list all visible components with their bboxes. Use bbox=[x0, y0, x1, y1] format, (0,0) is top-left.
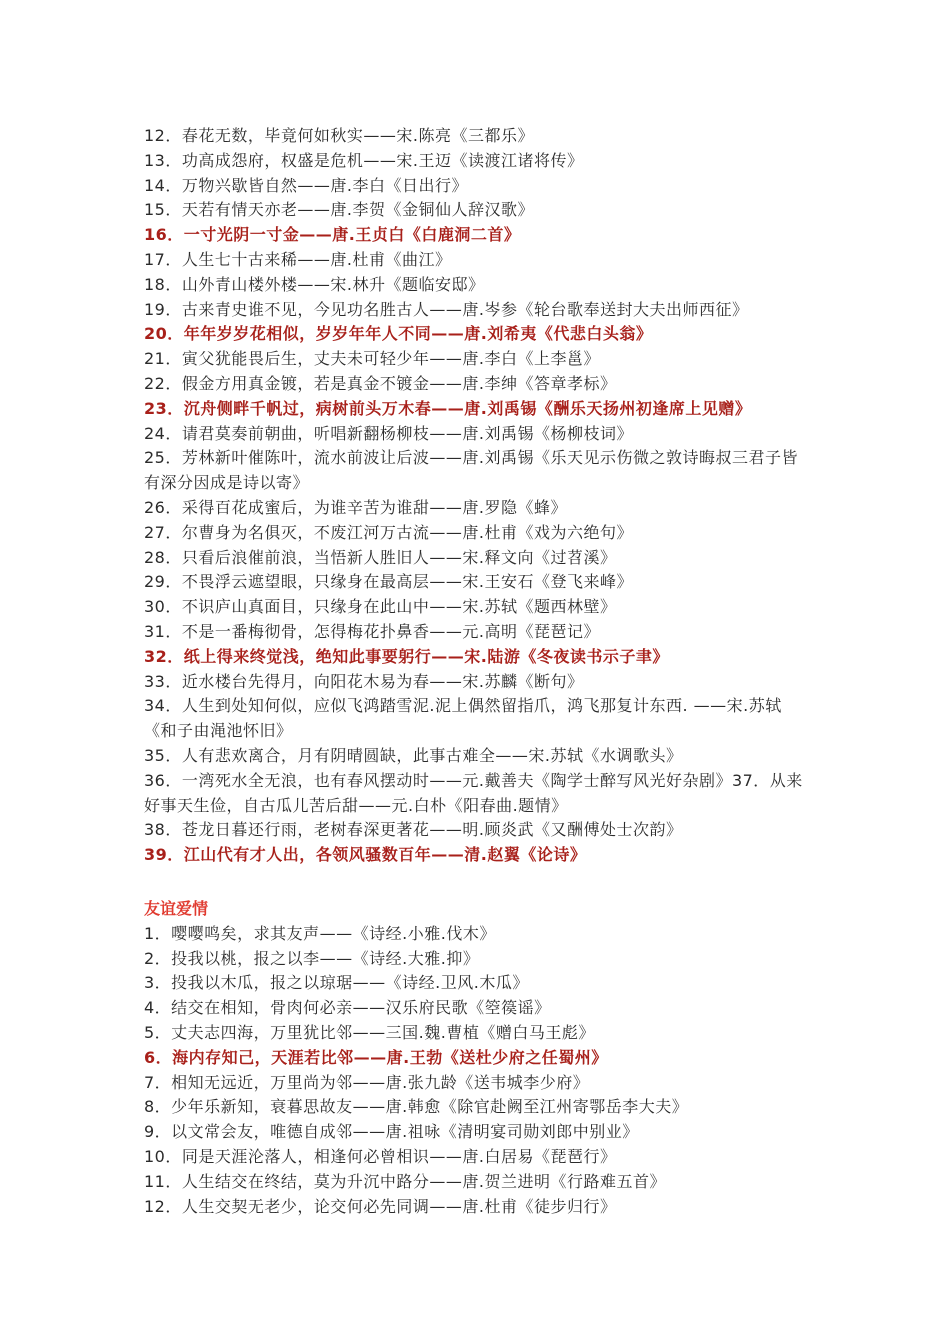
quote-line: 21．寅父犹能畏后生，丈夫未可轻少年——唐.李白《上李邕》 bbox=[144, 349, 600, 369]
quote-line: 30．不识庐山真面目，只缘身在此山中——宋.苏轼《题西林壁》 bbox=[144, 597, 617, 617]
quote-line: 5．丈夫志四海，万里犹比邻——三国.魏.曹植《赠白马王彪》 bbox=[144, 1022, 595, 1042]
quote-line: 29．不畏浮云遮望眼，只缘身在最高层——宋.王安石《登飞来峰》 bbox=[144, 572, 633, 592]
quote-line: 27．尔曹身为名俱灭，不废江河万古流——唐.杜甫《戏为六绝句》 bbox=[144, 522, 633, 542]
quote-line: 1．嘤嘤鸣矣，求其友声——《诗经.小雅.伐木》 bbox=[144, 923, 496, 943]
quote-line: 35．人有悲欢离合，月有阴晴圆缺，此事古难全——宋.苏轼《水调歌头》 bbox=[144, 745, 683, 765]
quote-line: 23．沉舟侧畔千帆过，病树前头万木春——唐.刘禹锡《酬乐天扬州初逢席上见赠》 bbox=[144, 398, 752, 418]
quote-line: 39．江山代有才人出，各领风骚数百年——清.赵翼《论诗》 bbox=[144, 845, 587, 865]
quote-line: 33．近水楼台先得月，向阳花木易为春——宋.苏麟《断句》 bbox=[144, 671, 584, 691]
quote-line: 38．苍龙日暮还行雨，老树春深更著花——明.顾炎武《又酬傅处士次韵》 bbox=[144, 820, 683, 840]
quote-line: 15．天若有情天亦老——唐.李贺《金铜仙人辞汉歌》 bbox=[144, 200, 534, 220]
quote-line: 25．芳林新叶催陈叶，流水前波让后波——唐.刘禹锡《乐天见示伤微之敦诗晦叔三君子皆有深分因成是诗以寄》 bbox=[144, 448, 798, 493]
quote-line: 34．人生到处知何似，应似飞鸿踏雪泥.泥上偶然留指爪，鸿飞那复计东西. ——宋.苏轼《和子由渑池怀旧》 bbox=[144, 696, 782, 741]
quote-line: 17．人生七十古来稀——唐.杜甫《曲江》 bbox=[144, 249, 452, 269]
quote-line: 13．功高成怨府，权盛是危机——宋.王迈《读渡江诸将传》 bbox=[144, 150, 584, 170]
quote-line: 31．不是一番梅彻骨，怎得梅花扑鼻香——元.高明《琵琶记》 bbox=[144, 621, 600, 641]
quote-line: 22．假金方用真金镀，若是真金不镀金——唐.李绅《答章孝标》 bbox=[144, 373, 617, 393]
quote-line: 20．年年岁岁花相似，岁岁年年人不同——唐.刘希夷《代悲白头翁》 bbox=[144, 324, 653, 344]
quote-line: 11．人生结交在终结，莫为升沉中路分——唐.贺兰进明《行路难五首》 bbox=[144, 1171, 666, 1191]
quote-line: 8．少年乐新知，衰暮思故友——唐.韩愈《除官赴阙至江州寄鄂岳李大夫》 bbox=[144, 1097, 689, 1117]
quote-line: 28．只看后浪催前浪，当悟新人胜旧人——宋.释文向《过苕溪》 bbox=[144, 547, 617, 567]
quote-line: 36．一湾死水全无浪，也有春风摆动时——元.戴善夫《陶学士醉写风光好杂剧》37．从来好事天生俭，自古瓜儿苦后甜——元.白朴《阳春曲.题情》 bbox=[144, 770, 803, 815]
quote-line: 10．同是天涯沦落人，相逢何必曾相识——唐.白居易《琵琶行》 bbox=[144, 1146, 617, 1166]
quote-line: 24．请君莫奏前朝曲，听唱新翻杨柳枝——唐.刘禹锡《杨柳枝词》 bbox=[144, 423, 633, 443]
quote-line: 6．海内存知己，天涯若比邻——唐.王勃《送杜少府之任蜀州》 bbox=[144, 1047, 608, 1067]
quote-list-section-1 bbox=[144, 124, 814, 868]
quote-line: 26．采得百花成蜜后，为谁辛苦为谁甜——唐.罗隐《蜂》 bbox=[144, 497, 567, 517]
quote-line: 3．投我以木瓜，报之以琼琚——《诗经.卫风.木瓜》 bbox=[144, 973, 529, 993]
quote-line: 12．人生交契无老少，论交何必先同调——唐.杜甫《徒步归行》 bbox=[144, 1196, 617, 1216]
quote-line: 12．春花无数，毕竟何如秋实——宋.陈亮《三都乐》 bbox=[144, 126, 534, 145]
quote-line: 2．投我以桃，报之以李——《诗经.大雅.抑》 bbox=[144, 948, 480, 968]
quote-line: 4．结交在相知，骨肉何必亲——汉乐府民歌《箜篌谣》 bbox=[144, 998, 551, 1018]
quote-line: 14．万物兴歇皆自然——唐.李白《日出行》 bbox=[144, 175, 468, 195]
quote-line: 32．纸上得来终觉浅，绝知此事要躬行——宋.陆游《冬夜读书示子聿》 bbox=[144, 646, 669, 666]
quote-line: 9．以文常会友，唯德自成邻——唐.祖咏《清明宴司勋刘郎中别业》 bbox=[144, 1122, 639, 1142]
quote-line: 7．相知无远近，万里尚为邻——唐.张九龄《送韦城李少府》 bbox=[144, 1072, 590, 1092]
quote-list-section-2 bbox=[144, 897, 814, 1219]
quote-line: 18．山外青山楼外楼——宋.林升《题临安邸》 bbox=[144, 274, 485, 294]
section-heading: 友谊爱情 bbox=[144, 899, 209, 918]
quote-line: 16．一寸光阴一寸金——唐.王贞白《白鹿洞二首》 bbox=[144, 225, 521, 245]
quote-line: 19．古来青史谁不见，今见功名胜古人——唐.岑参《轮台歌奉送封大夫出师西征》 bbox=[144, 299, 749, 319]
